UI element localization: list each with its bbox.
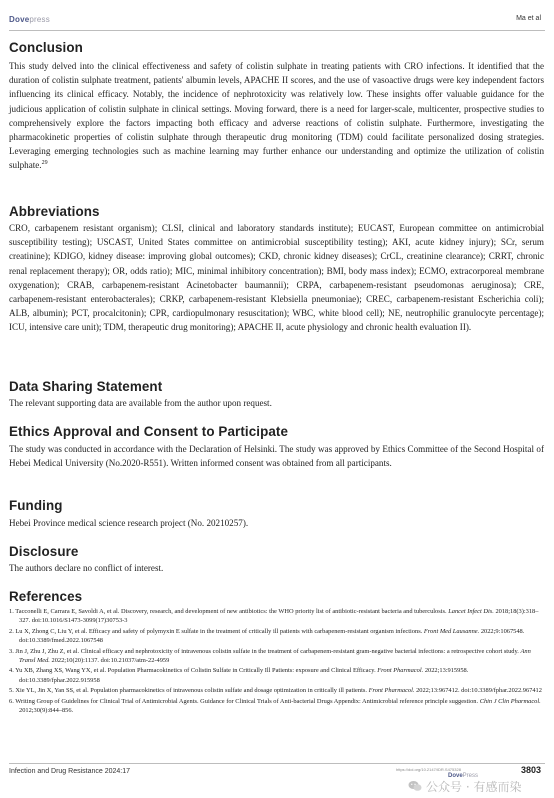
ethics-text: The study was conducted in accordance with the Declaration of Helsinki. The study was approved by Ethics Committee of the Second Hospital of Hebei Medical University (No.2020-R551). Written informed consent was obtained from all participants.: [9, 444, 544, 469]
journal-citation: Infection and Drug Resistance 2024:17: [9, 768, 131, 775]
running-author: Ma et al: [516, 15, 541, 22]
data-sharing-text: The relevant supporting data are available from the author upon request.: [9, 398, 272, 408]
dovepress-logo: Dovepress: [9, 15, 50, 24]
funding-heading: Funding: [9, 498, 63, 513]
abbreviations-heading: Abbreviations: [9, 204, 100, 219]
reference-item: 4. Yu XB, Zhang XS, Wang YX, et al. Population Pharmacokinetics of Colistin Sulfate in Critically Ill Patients: exposure and Clinical Efficacy. Front Pharmacol. 2022;13:915958. doi:10.3389/fphar.2022.915958: [9, 667, 469, 684]
reference-list: [9, 607, 544, 717]
reference-item: 5. Xie YL, Jin X, Yan SS, et al. Population pharmacokinetics of intravenous colistin sulfate and dosage optimization in critically ill patients. Front Pharmacol. 2022;13:967412. doi:10.3389/fphar.2022.967412: [9, 687, 542, 695]
citation-superscript: 29: [41, 160, 48, 167]
reference-item: 3. Jin J, Zhu J, Zhu Z, et al. Clinical efficacy and nephrotoxicity of intravenous colistin sulfate in the treatment of carbapenem-resistant gram-negative bacterial infections: a retrospective cohort study. Ann Transl Med. 2022;10(20):1137. doi:10.21037/atm-22-4959: [9, 647, 531, 664]
ethics-heading: Ethics Approval and Consent to Participate: [9, 424, 289, 439]
references-heading: References: [9, 589, 83, 604]
watermark-text: 公众号 · 有感而染: [426, 779, 522, 794]
dovepress-footer-logo: DovePress: [448, 773, 479, 779]
data-sharing-heading: Data Sharing Statement: [9, 379, 163, 394]
conclusion-text: This study delved into the clinical effectiveness and safety of colistin sulphate in treating patients with CRO infections. It identified that the duration of colistin sulphate treatment, patients' albumin levels, APACHE II scores, and the use of vasoactive drugs were key independent factors influencing its clinical efficacy. Notably, the incidence of nephrotoxicity was relatively low. These insights offer valuable guidance for the judicious application of colistin sulphate in clinical settings. Moving forward, there is a need for larger-scale, multicenter, prospective studies to comprehensively explore the factors impacting both efficacy and adverse reactions of colistin sulphate. Furthermore, investigating the pharmacokinetic properties of colistin sulphate through therapeutic drug monitoring (TDM) could facilitate personalized dosing strategies. Leveraging emerging technologies such as machine learning may further enhance our understanding and optimize the utilization of colistin sulphate.$^{29}$: [9, 61, 544, 171]
reference-item: 1. Tacconelli E, Carrara E, Savoldi A, et al. Discovery, research, and development of new antibiotics: the WHO priority list of antibiotic-resistant bacteria and tuberculosis. Lancet Infect Dis. 2018;18(3):318–327. doi:10.1016/S1473-3099(17)30753-3: [9, 608, 539, 625]
reference-item: 2. Lu X, Zhong C, Liu Y, et al. Efficacy and safety of polymyxin E sulfate in the treatment of critically ill patients with carbapenem-resistant organism infections. Front Med Lausanne. 2022;9:1067548. doi:10.3389/fmed.2022.1067548: [9, 627, 525, 644]
footer-divider: [9, 763, 545, 764]
disclosure-text: The authors declare no conflict of interest.: [9, 563, 164, 573]
disclosure-heading: Disclosure: [9, 544, 79, 559]
abbreviations-text: CRO, carbapenem resistant organism); CLSI, clinical and laboratory standards institute); EUCAST, European committee on antimicrobial susceptibility testing); USCAST, United States committee on antimicrobial susceptibility testing); AKI, acute kidney injury); SCr, serum creatinine); KDIGO, kidney disease: improving global outcomes); CKD, chronic kidney diseases); CrCL, creatinine clearance); CRRT, chronic renal replacement therapy); OR, odds ratio); MIC, minimal inhibitory concentration); BMI, body mass index); ECMO, extracorporeal membrane oxygenation); CRAB, carbapenem-resistant Acinetobacter baumannii); CRPA, carbapenem-resistant pseudomonas aeruginosa); CRE, carbapenem-resistant enterobacterales); CRKP, carbapenem-resistant Klebsiella pneumoniae); CREC, carbapenem-resistant Escherichia coli); ALB, albumin); PCT, procalcitonin); CPR, cardiopulmonary resuscitation); WBC, white blood cell); NE, neutrophilic granulocyte percentage); ICU, intensive care unit); TDM, therapeutic drug monitoring); APACHE II, acute physiology and chronic health evaluation II).: [9, 223, 544, 333]
conclusion-heading: Conclusion: [9, 40, 83, 55]
header-divider: [9, 30, 545, 31]
reference-item: 6. Writing Group of Guidelines for Clinical Trial of Antimicrobial Agents. Guidance for Clinical Trials of Anti-bacterial Drugs Appendix: Antimicrobial reference principle suggestion. Chin J Clin Pharmacol. 2012;30(9):844–856.: [9, 697, 541, 714]
doi-link[interactable]: https://doi.org/10.2147/IDR.S475328: [396, 767, 461, 772]
wechat-icon: [408, 780, 422, 792]
page-number: 3803: [520, 765, 541, 775]
funding-text: Hebei Province medical science research project (No. 20210257).: [9, 518, 249, 528]
wechat-watermark: [408, 778, 521, 794]
